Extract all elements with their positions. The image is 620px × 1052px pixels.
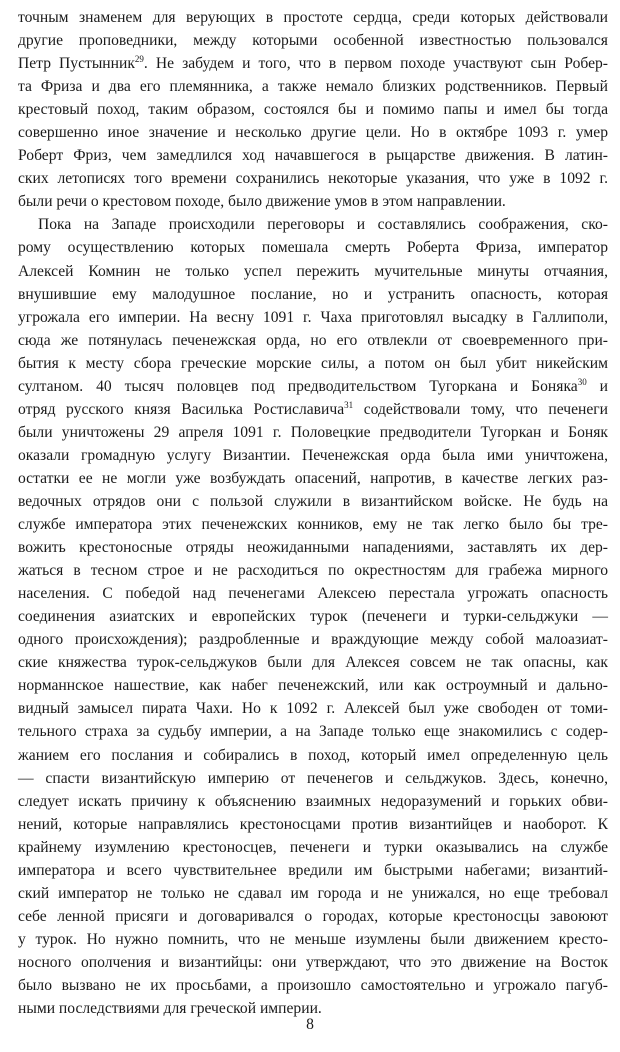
text-line-content: тельного страха за судьбу империи, а на Западе только еще знакомились с содер- [18, 723, 608, 741]
text-line [18, 167, 608, 190]
text-line [18, 767, 608, 790]
text-line [18, 329, 608, 352]
text-line-content: ских летописях того времени сохранились некоторые указания, что уже в 1092 г. [18, 170, 608, 188]
text-line-content: султаном. 40 тысяч половцев под предводительством Тугоркана и Боняка [18, 377, 578, 395]
text-line [18, 213, 608, 236]
text-line [18, 628, 608, 651]
text-line [18, 467, 608, 490]
text-line [18, 513, 608, 536]
text-line [18, 859, 608, 882]
text-line [18, 836, 608, 859]
text-line-content: Алексей Комнин не только успел пережить мучительные минуты отчаяния, [18, 262, 608, 280]
text-line-content: ведочных отрядов они с пользой служили в византийском войске. Не будь на [18, 492, 608, 510]
text-line [18, 421, 608, 444]
text-line [18, 559, 608, 582]
text-line-content: видный замысел пирата Чахи. Но к 1092 г. Алексей был уже свободен от томи- [18, 700, 608, 718]
text-line-content: рому осуществлению которых помешала смерть Роберта Фриза, император [18, 239, 608, 257]
text-line-content: себе ленной присяги и договаривался о городах, которые крестоносцы завоюют [18, 907, 608, 925]
text-line-content: соединения азиатских и европейских турок (печенеги и турки-сельджуки — [18, 608, 608, 626]
footnote-marker: 29 [134, 54, 144, 65]
text-line [18, 29, 608, 52]
text-line-content: крестовый поход, таким образом, состоялся бы и помимо папы и имел бы тогда [18, 101, 608, 119]
text-line-content: вожить крестоносные отряды неожиданными нападениями, заставлять их дер- [18, 539, 608, 557]
text-line-content: Пока на Западе происходили переговоры и составлялись соображения, ско- [38, 216, 608, 234]
text-line-content: та Фриза и два его племянника, а также немало близких родственников. Первый [18, 78, 608, 96]
text-line-content: оказали громадную услугу Византии. Печенежская орда была ими уничтожена, [18, 446, 608, 464]
text-line-content: точным знаменем для верующих в простоте сердца, среди которых действовали [18, 9, 608, 26]
text-line-content: отряд русского князя Василька Ростиславича [18, 400, 345, 418]
text-line [18, 582, 608, 605]
text-line [18, 98, 608, 121]
text-line [18, 190, 608, 213]
text-line-content: крайнему изумлению крестоносцев, печенеги и турки оказывались на службе [18, 838, 608, 856]
text-line [18, 283, 608, 306]
text-line-content: угрожала его империи. На весну 1091 г. Чаха приготовлял высадку в Галлиполи, [18, 308, 608, 326]
text-line-content: жанием его послания и собирались в поход, который имел определенную цель [18, 746, 608, 764]
text-line [18, 352, 608, 375]
text-line-continuation: . Не забудем и того, что в первом походе участвуют сын Робер- [143, 55, 609, 73]
text-line [18, 444, 608, 467]
text-line-continuation: и [586, 377, 608, 395]
text-line-content: норманнское нашествие, как набег печенежский, или как остроумный и дально- [18, 677, 608, 695]
text-line [18, 674, 608, 697]
footnote-marker: 30 [577, 376, 587, 387]
text-line [18, 905, 608, 928]
text-line [18, 490, 608, 513]
text-line-content: были уничтожены 29 апреля 1091 г. Половецкие предводители Тугоркан и Боняк [18, 423, 608, 441]
text-line [18, 236, 608, 259]
text-line-content: были речи о крестовом походе, было движение умов в этом направлении. [18, 193, 506, 211]
text-line-content: у турок. Но нужно помнить, что не меньше изумлены были движением кресто- [18, 930, 608, 948]
text-line-content: жаться в тесном строе и не расходиться по окрестностям для грабежа мирного [18, 562, 608, 580]
text-line [18, 398, 608, 421]
text-line-content: нений, которые направлялись крестоносцами против византийцев и наоборот. К [18, 815, 608, 833]
text-line [18, 306, 608, 329]
page-number: 8 [306, 1016, 314, 1033]
text-line-content: ские княжества турок-сельджуков были для Алексея совсем не так опасны, как [18, 654, 608, 672]
text-line [18, 536, 608, 559]
text-line [18, 720, 608, 743]
text-line [18, 651, 608, 674]
text-line [18, 928, 608, 951]
document-body [18, 6, 608, 1020]
text-line-content: — спасти византийскую империю от печенегов и сельджуков. Здесь, конечно, [18, 769, 608, 787]
text-line [18, 144, 608, 167]
text-line-content: Петр Пустынник [18, 55, 135, 73]
text-line-content: внушившие ему малодушное послание, но и устранить опасность, которая [18, 285, 608, 303]
text-line-content: совершенно иное значение и несколько другие цели. Но в октябре 1093 г. умер [18, 124, 608, 142]
text-line-content: носного ополчения и византийцы: они утверждают, что это движение на Восток [18, 953, 608, 971]
text-line-content: ский император не только не сдавал им города и не унижался, но еще требовал [18, 884, 608, 902]
text-line-continuation: содействовали тому, что печенеги [353, 400, 609, 418]
text-line [18, 951, 608, 974]
text-line [18, 974, 608, 997]
text-line [18, 375, 608, 398]
text-line [18, 744, 608, 767]
text-line-content: службе императора этих печенежских конников, ему не так легко было бы тре- [18, 516, 608, 534]
text-line [18, 813, 608, 836]
footnote-marker: 31 [344, 399, 354, 410]
text-line-content: бытия к месту сбора греческие морские силы, а потом он был убит никейским [18, 354, 608, 372]
text-line [18, 6, 608, 29]
text-line-content: было вызвано не их просьбами, а произошло самостоятельно и угрожало пагуб- [18, 976, 608, 994]
text-line-content: остатки ее не могли уже возбуждать опасений, напротив, в качестве легких раз- [18, 469, 608, 487]
text-line-content: другие проповедники, между которыми особенной известностью пользовался [18, 32, 608, 50]
text-line-content: ными последствиями для греческой империи. [18, 1000, 322, 1018]
text-line [18, 697, 608, 720]
text-line-content: одного происхождения); раздробленные и враждующие между собой малоазиат- [18, 631, 608, 649]
text-line [18, 605, 608, 628]
text-line-content: сюда же потянулась печенежская орда, но его отвлекли от своевременного при- [18, 331, 608, 349]
text-line-content: Роберт Фриз, чем замедлился ход начавшегося в рыцарстве движения. В латин- [18, 147, 608, 165]
text-line [18, 52, 608, 75]
text-line [18, 882, 608, 905]
text-line [18, 75, 608, 98]
text-line [18, 121, 608, 144]
text-line [18, 260, 608, 283]
text-line [18, 790, 608, 813]
text-line-content: населения. С победой над печенегами Алексею перестала угрожать опасность [18, 585, 608, 603]
text-line-content: следует искать причину к объяснению взаимных недоразумений и горьких обви- [18, 792, 608, 810]
text-line-content: императора и всего чувствительнее вредили им быстрыми набегами; византий- [18, 861, 608, 879]
